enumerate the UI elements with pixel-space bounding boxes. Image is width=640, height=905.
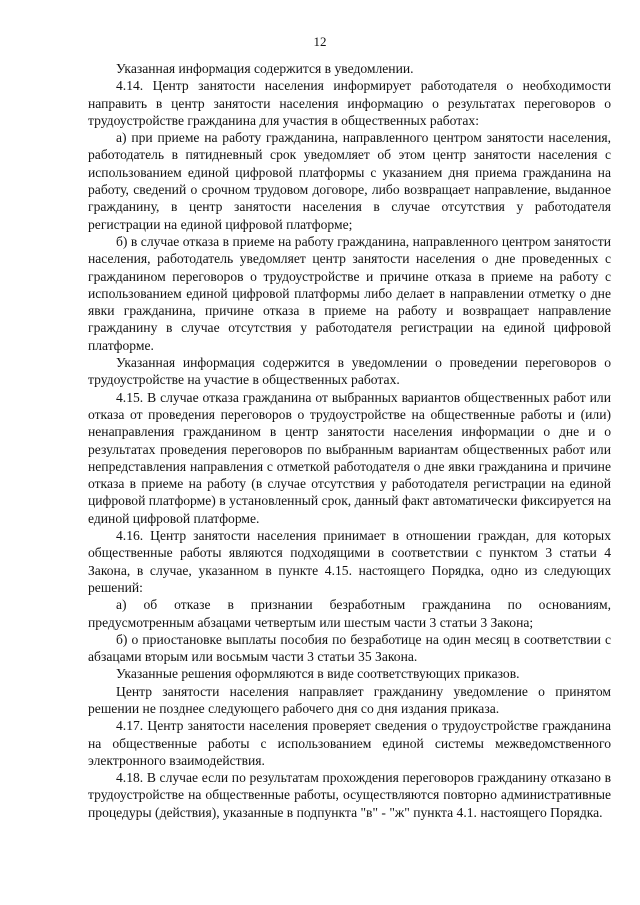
paragraph-decision-notice: Центр занятости населения направляет гражданину уведомление о принятом решении не позднее следующего рабочего дня со дня издания приказа. [88,683,611,716]
paragraph-4-15: 4.15. В случае отказа гражданина от выбранных вариантов общественных работ или отказа от проведения переговоров о трудоустройстве на общественные работы и (или) ненаправления гражданином в центр занятости населения информации о дне и о результатах проведения переговоров по выбранным вариантам общественных работ или непредставления направления с отметкой работодателя о дне явки гражданина и причине отказа в приеме на работу (в случае отсутствия у работодателя регистрации на единой цифровой платформе) в установленный срок, данный факт автоматически фиксируется на единой цифровой платформе. [88,389,611,526]
paragraph-4-18: 4.18. В случае если по результатам прохождения переговоров гражданину отказано в трудоустройстве на общественные работы, осуществляются повторно административные процедуры (действия), указанные в подпункта "в" - "ж" пункта 4.1. настоящего Порядка. [88,770,611,820]
paragraph-orders: Указанные решения оформляются в виде соответствующих приказов. [116,666,520,682]
paragraph-4-16-b: б) о приостановке выплаты пособия по безработице на один месяц в соответствии с абзацами вторым или восьмым части 3 статьи 35 Закона. [88,631,611,665]
paragraph-4-16-a: а) об отказе в признании безработным гражданина по основаниям, предусмотренным абзацами четвертым или шестым части 3 статьи 3 Закона; [88,597,611,630]
paragraph-notice-info: Указанная информация содержится в уведомлении. [116,61,414,76]
paragraph-4-14-b: б) в случае отказа в приеме на работу гражданина, направленного центром занятости населения, работодатель уведомляет центр занятости населения о дне проведенных с гражданином переговоров о трудоустройстве и причине отказа в приеме на работу с использованием единой цифровой платформы либо делает в направлении отметку о дне явки гражданина, причине отказа в приеме на работу и возвращает направление гражданину в случае отсутствия у работодателя регистрации на единой цифровой платформе. [88,233,611,353]
paragraph-4-14: 4.14. Центр занятости населения информирует работодателя о необходимости направить в центр занятости населения информацию о результатах переговоров о трудоустройстве гражданина для участия в общественных работах: [88,78,611,128]
paragraph-4-14-a: а) при приеме на работу гражданина, направленного центром занятости населения, работодатель в пятидневный срок уведомляет об этом центр занятости населения с использованием единой цифровой платформы с указанием дня приема гражданина на работу, сведений о срочном трудовом договоре, либо возвращает направление, выданное гражданину, в центр занятости населения в случае отсутствия у работодателя регистрации на единой цифровой платформе; [88,130,611,232]
document-body [88,60,611,821]
paragraph-4-17: 4.17. Центр занятости населения проверяет сведения о трудоустройстве гражданина на общественные работы с использованием единой системы межведомственного электронного взаимодействия. [88,718,611,768]
page-number: 12 [313,34,327,49]
paragraph-notice-negotiations: Указанная информация содержится в уведомлении о проведении переговоров о трудоустройстве на участие в общественных работах. [88,355,611,388]
paragraph-4-16: 4.16. Центр занятости населения принимает в отношении граждан, для которых общественные работы являются подходящими в соответствии с пунктом 3 статьи 4 Закона, в случае, указанном в пункте 4.15. настоящего Порядка, одно из следующих решений: [88,528,611,595]
